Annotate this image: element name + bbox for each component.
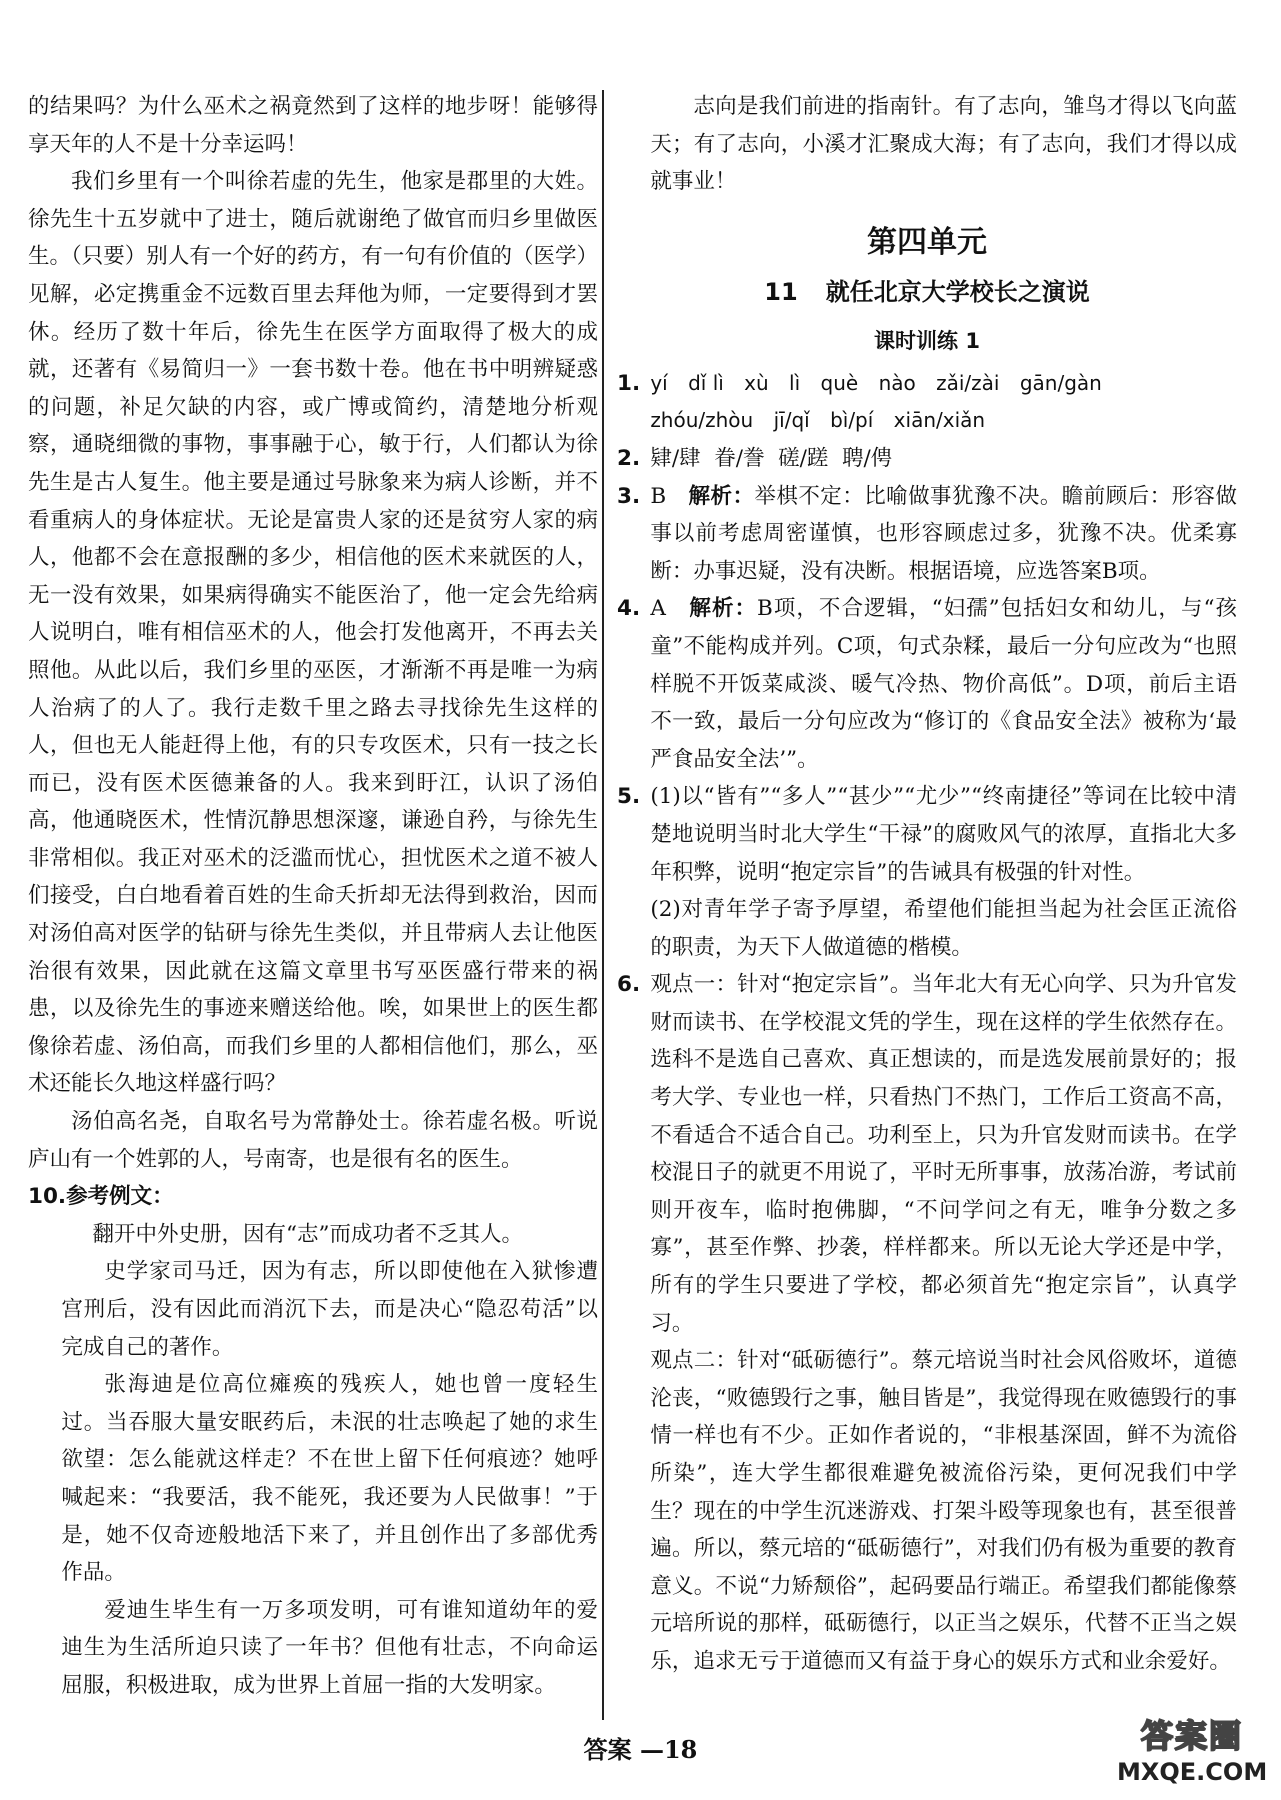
page-footer [0, 1730, 1281, 1765]
essay-paragraph-1: 翻开中外史册，因有“志”而成功者不乏其人。 [92, 1221, 523, 1247]
pinyin-item: bì/pí [830, 408, 874, 433]
question-number: 6. [617, 972, 641, 998]
question-4-body [650, 590, 1237, 778]
question-3-body [650, 478, 1237, 591]
answer-part-1: (1)以“皆有”“多人”“甚少”“尤少”“终南捷径”等词在比较中清楚地说明当时北大学生“干禄”的腐败风气的浓厚，直指北大多年积弊，说明“抱定宗旨”的告诫具有极强的针对性。 [650, 784, 1237, 885]
essay-paragraph-5: 志向是我们前进的指南针。有了志向，雏鸟才得以飞向蓝天；有了志向，小溪才汇聚成大海；有了志向，我们才得以成就事业！ [650, 94, 1237, 195]
site-watermark-logo [1117, 1714, 1267, 1792]
left-column [28, 88, 598, 1705]
training-title: 课时训练 1 [874, 328, 980, 353]
question-1 [617, 365, 1237, 440]
essay-paragraph-4: 爱迪生毕生有一万多项发明，可有谁知道幼年的爱迪生为生活所迫只读了一年书？但他有壮志，不向命运屈服，积极进取，成为世界上首屈一指的大发明家。 [61, 1597, 598, 1698]
question-5-body [650, 778, 1237, 966]
question-number: 4. [617, 596, 641, 622]
analysis-text: 举棋不定：比喻做事犹豫不决。瞻前顾后：形容做事以前考虑周密谨慎，也形容顾虑过多，犹豫不决。优柔寡断：办事迟疑，没有决断。根据语境，应选答案B项。 [650, 483, 1237, 584]
essay-paragraph-2: 史学家司马迁，因为有志，所以即使他在入狱惨遭宫刑后，没有因此而消沉下去，而是决心“隐忍苟活”以完成自己的著作。 [61, 1259, 598, 1360]
pinyin-answers [650, 365, 1237, 440]
question-10 [28, 1178, 598, 1216]
watermark-title: 答案圈 [1140, 1717, 1243, 1755]
pinyin-item: xiān/xiǎn [893, 408, 986, 433]
answer-choice: A [650, 596, 666, 622]
question-6-body [650, 966, 1237, 1680]
analysis-label: 解析： [689, 596, 758, 622]
answer-part-2: (2)对青年学子寄予厚望，希望他们能担当起为社会匡正流俗的职责，为天下人做道德的楷模。 [650, 897, 1237, 960]
question-6 [617, 966, 1237, 1680]
question-3 [617, 478, 1237, 591]
right-column [617, 88, 1237, 1681]
character-answers: 肄/肆 眷/誊 磋/蹉 聘/俜 [650, 445, 893, 471]
page-number: —18 [639, 1735, 698, 1764]
question-2 [617, 440, 1237, 478]
question-number: 2. [617, 445, 641, 471]
reference-essay-label: 参考例文： [66, 1184, 174, 1210]
translation-note: 汤伯高名尧，自取名号为常静处士。徐若虚名极。听说庐山有一个姓郭的人，号南寄，也是很有名的医生。 [28, 1109, 598, 1172]
left-paragraph-continued: 的结果吗？为什么巫术之祸竟然到了这样的地步呀！能够得享天年的人不是十分幸运吗！ [28, 94, 598, 157]
question-4 [617, 590, 1237, 778]
watermark-domain: MXQE.COM [1117, 1758, 1268, 1786]
analysis-text: B项，不合逻辑，“妇孺”包括妇女和幼儿，与“孩童”不能构成并列。C项，句式杂糅，最后一分句应改为“也照样脱不开饭菜咸淡、暖气冷热、物价高低”。D项，前后主语不一致，最后一分句应改为“修订的《食品安全法》被称为‘最严食品安全法’”。 [650, 596, 1237, 772]
pinyin-item: zǎi/zài [936, 370, 1000, 395]
footer-label: 答案 [583, 1735, 632, 1764]
pinyin-line-1 [650, 365, 1237, 403]
pinyin-item: jī/qǐ [773, 408, 810, 433]
pinyin-line-2 [650, 402, 1237, 440]
lesson-number: 11 [764, 277, 798, 306]
column-divider [602, 90, 604, 1720]
pinyin-item: yí [650, 370, 668, 395]
pinyin-item: gān/gàn [1019, 370, 1102, 395]
question-number: 5. [617, 784, 641, 810]
pinyin-item: dǐ lì [688, 370, 724, 395]
essay-paragraph-3: 张海迪是位高位瘫痪的残疾人，她也曾一度轻生过。当吞服大量安眠药后，未泯的壮志唤起了她的求生欲望：怎么能就这样走？不在世上留下任何痕迹？她呼喊起来：“我要活，我不能死，我还要为人民做事！”于是，她不仅奇迹般地活下来了，并且创作出了多部优秀作品。 [61, 1372, 598, 1586]
viewpoint-1: 观点一：针对“抱定宗旨”。当年北大有无心向学、只为升官发财而读书、在学校混文凭的学生，现在这样的学生依然存在。选科不是选自己喜欢、真正想读的，而是选发展前景好的；报考大学、专业也一样，只看热门不热门，工作后工资高不高，不看适合不适合自己。功利至上，只为升官发财而读书。在学校混日子的就更不用说了，平时无所事事，放荡冶游，考试前则开夜车，临时抱佛脚，“不问学问之有无，唯争分数之多寡”，甚至作弊、抄袭，样样都来。所以无论大学还是中学，所有的学生只要进了学校，都必须首先“抱定宗旨”，认真学习。 [650, 972, 1237, 1336]
question-number: 10. [28, 1184, 67, 1210]
question-number: 3. [617, 483, 641, 509]
question-number: 1. [617, 370, 641, 396]
pinyin-item: zhóu/zhòu [650, 408, 754, 433]
lesson-name: 就任北京大学校长之演说 [825, 277, 1090, 306]
lesson-title [617, 275, 1237, 309]
pinyin-item: nào [878, 370, 916, 395]
analysis-label: 解析： [688, 483, 755, 509]
question-5 [617, 778, 1237, 966]
unit-title: 第四单元 [867, 224, 987, 260]
pinyin-item: xù [744, 370, 769, 395]
viewpoint-2: 观点二：针对“砥砺德行”。蔡元培说当时社会风俗败坏，道德沦丧，“败德毁行之事，触目皆是”，我觉得现在败德毁行的事情一样也有不少。正如作者说的，“非根基深固，鲜不为流俗所染”，连大学生都很难避免被流俗污染，更何况我们中学生？现在的中学生沉迷游戏、打架斗殴等现象也有，甚至很普遍。所以，蔡元培的“砥砺德行”，对我们仍有极为重要的教育意义。不说“力矫颓俗”，起码要品行端正。希望我们都能像蔡元培所说的那样，砥砺德行，以正当之娱乐，代替不正当之娱乐，追求无亏于道德而又有益于身心的娱乐方式和业余爱好。 [650, 1348, 1237, 1674]
pinyin-item: què [820, 370, 859, 395]
answer-choice: B [650, 483, 667, 509]
translation-paragraph: 我们乡里有一个叫徐若虚的先生，他家是郡里的大姓。徐先生十五岁就中了进士，随后就谢绝了做官而归乡里做医生。（只要）别人有一个好的药方，有一句有价值的（医学）见解，必定携重金不远数百里去拜他为师，一定要得到才罢休。经历了数十年后，徐先生在医学方面取得了极大的成就，还著有《易简归一》一套书数十卷。他在书中明辨疑惑的问题，补足欠缺的内容，或广博或简约，清楚地分析观察，通晓细微的事物，事事融于心，敏于行，人们都认为徐先生是古人复生。他主要是通过号脉象来为病人诊断，并不看重病人的身体症状。无论是富贵人家的还是贫穷人家的病人，他都不会在意报酬的多少，相信他的医术来就医的人，无一没有效果，如果病得确实不能医治了，他一定会先给病人说明白，唯有相信巫术的人，他会打发他离开，不再去关照他。从此以后，我们乡里的巫医，才渐渐不再是唯一为病人治病了的人了。我行走数千里之路去寻找徐先生这样的人，但也无人能赶得上他，有的只专攻医术，只有一技之长而已，没有医术医德兼备的人。我来到盱江，认识了汤伯高，他通晓医术，性情沉静思想深邃，谦逊自矜，与徐先生非常相似。我正对巫术的泛滥而忧心，担忧医术之道不被人们接受，白白地看着百姓的生命夭折却无法得到救治，因而对汤伯高对医学的钻研与徐先生类似，并且带病人去让他医治很有效果，因此就在这篇文章里书写巫医盛行带来的祸患，以及徐先生的事迹来赠送给他。唉，如果世上的医生都像徐若虚、汤伯高，而我们乡里的人都相信他们，那么，巫术还能长久地这样盛行吗？ [28, 169, 598, 1097]
pinyin-item: lì [789, 370, 801, 395]
